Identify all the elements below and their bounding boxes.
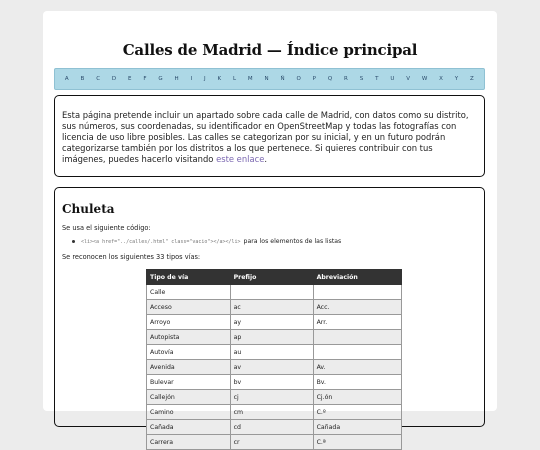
main-page (43, 11, 497, 446)
table-header-row (147, 270, 402, 285)
alphabet-link-s[interactable]: S (359, 76, 364, 82)
alphabet-link-m[interactable]: M (247, 76, 253, 82)
cell-abreviacion: Acc. (313, 300, 401, 315)
cheat-sheet-box (54, 187, 485, 446)
cell-abreviacion: Av. (313, 360, 401, 375)
cell-prefijo: av (230, 360, 313, 375)
table-row (147, 360, 402, 375)
alphabet-link-p[interactable]: P (312, 76, 316, 82)
cell-prefijo (230, 285, 313, 300)
code-snippet: <li><a href="../calles/.html" class="vacio"></a></li> (81, 238, 241, 245)
alphabet-link-f[interactable]: F (143, 76, 147, 82)
alphabet-link-e[interactable]: E (128, 76, 132, 82)
alphabet-link-b[interactable]: B (80, 76, 85, 82)
header-abreviacion: Abreviación (313, 270, 401, 285)
alphabet-link-z[interactable]: Z (470, 76, 474, 82)
cell-tipo: Bulevar (147, 375, 231, 390)
cell-abreviacion: C.º (313, 405, 401, 420)
code-suffix: para los elementos de las listas (243, 238, 342, 245)
code-bullet (72, 238, 477, 245)
table-row (147, 345, 402, 360)
alphabet-link-h[interactable]: H (174, 76, 179, 82)
cell-prefijo: ap (230, 330, 313, 345)
table-row (147, 405, 402, 420)
alphabet-link-l[interactable]: L (232, 76, 237, 82)
table-row (147, 420, 402, 435)
cell-abreviacion: Cj.ón (313, 390, 401, 405)
road-types-table (146, 269, 402, 450)
cell-prefijo: au (230, 345, 313, 360)
table-row (147, 435, 402, 450)
alphabet-link-q[interactable]: Q (327, 76, 333, 82)
table-row (147, 375, 402, 390)
cell-tipo: Avenida (147, 360, 231, 375)
cell-abreviacion (313, 345, 401, 360)
cell-abreviacion: C.ª (313, 435, 401, 450)
cell-prefijo: cj (230, 390, 313, 405)
cell-tipo: Carrera (147, 435, 231, 450)
alphabet-link-j[interactable]: J (203, 76, 206, 82)
bullet-icon (72, 240, 75, 243)
cell-tipo: Acceso (147, 300, 231, 315)
alphabet-link-o[interactable]: O (296, 76, 301, 82)
cell-tipo: Cañada (147, 420, 231, 435)
cell-tipo: Calle (147, 285, 231, 300)
cheat-sheet-heading: Chuleta (62, 202, 115, 216)
header-tipo: Tipo de vía (147, 270, 231, 285)
table-row (147, 300, 402, 315)
cell-prefijo: bv (230, 375, 313, 390)
cell-tipo: Callejón (147, 390, 231, 405)
intro-tail: . (264, 154, 268, 164)
alphabet-link-u[interactable]: U (390, 76, 395, 82)
cell-abreviacion: Bv. (313, 375, 401, 390)
table-row (147, 285, 402, 300)
alphabet-link-x[interactable]: X (439, 76, 443, 82)
alphabet-link-g[interactable]: G (158, 76, 163, 82)
cell-prefijo: cm (230, 405, 313, 420)
contribute-link[interactable]: este enlace (216, 154, 265, 164)
alphabet-link-v[interactable]: V (406, 76, 410, 82)
alphabet-link-w[interactable]: W (421, 76, 428, 82)
cell-tipo: Camino (147, 405, 231, 420)
code-intro: Se usa el siguiente código: (62, 224, 151, 232)
alphabet-link-t[interactable]: T (375, 76, 379, 82)
cell-abreviacion (313, 330, 401, 345)
table-row (147, 315, 402, 330)
cell-tipo: Autopista (147, 330, 231, 345)
table-row (147, 330, 402, 345)
alphabet-link-ñ[interactable]: Ñ (280, 76, 285, 82)
alphabet-link-y[interactable]: Y (454, 76, 459, 82)
alphabet-link-a[interactable]: A (64, 76, 69, 82)
cell-tipo: Arroyo (147, 315, 231, 330)
alphabet-nav (54, 68, 485, 90)
cell-prefijo: cr (230, 435, 313, 450)
alphabet-link-k[interactable]: K (217, 76, 222, 82)
alphabet-link-c[interactable]: C (96, 76, 101, 82)
intro-box (54, 95, 485, 177)
intro-text: Esta página pretende incluir un apartado sobre cada calle de Madrid, con datos como su distrito, sus números, sus coordenadas, su identificador en OpenStreetMap y todas las fotografías con licencia de uso libre posibles. Las calles se categorizan por su inicial, y en un futuro podrán categorizarse también por los distritos a los que pertenece. Si quieres contribuir con tus imágenes, puedes hacerlo visitando (62, 110, 469, 164)
alphabet-link-d[interactable]: D (111, 76, 117, 82)
header-prefijo: Prefijo (230, 270, 313, 285)
cell-prefijo: ac (230, 300, 313, 315)
alphabet-link-n[interactable]: N (264, 76, 269, 82)
table-row (147, 390, 402, 405)
alphabet-link-r[interactable]: R (344, 76, 348, 82)
alphabet-link-i[interactable]: I (190, 76, 193, 82)
cell-prefijo: cd (230, 420, 313, 435)
cell-tipo: Autovía (147, 345, 231, 360)
page-title: Calles de Madrid — Índice principal (122, 41, 418, 59)
cell-abreviacion: Arr. (313, 315, 401, 330)
cell-prefijo: ay (230, 315, 313, 330)
cell-abreviacion (313, 285, 401, 300)
types-intro: Se reconocen los siguientes 33 tipos vías: (62, 253, 201, 261)
cell-abreviacion: Cañada (313, 420, 401, 435)
